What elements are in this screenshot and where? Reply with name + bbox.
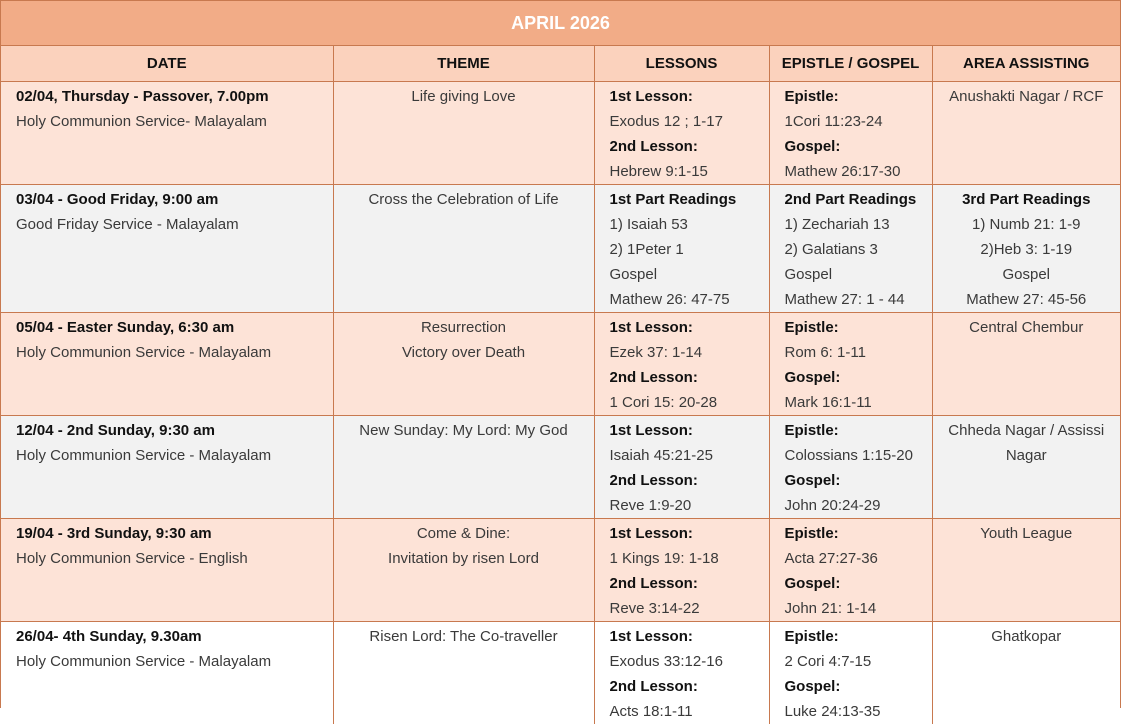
- reading-reference: Central Chembur: [969, 318, 1084, 336]
- theme-cell: [333, 184, 594, 312]
- reading-heading: 1st Part Readings: [609, 190, 737, 208]
- reading-reference: Isaiah 45:21-25: [609, 446, 713, 464]
- reading-heading: 2nd Lesson:: [609, 368, 698, 386]
- lessons-cell: [594, 81, 769, 184]
- service-type: Holy Communion Service - Malayalam: [16, 652, 272, 670]
- service-date: 03/04 - Good Friday, 9:00 am: [16, 190, 219, 208]
- reading-heading: 1st Lesson:: [609, 524, 693, 542]
- month-title: APRIL 2026: [1, 1, 1120, 46]
- reading-reference: 1 Cori 15: 20-28: [609, 393, 718, 411]
- lessons-cell: [594, 518, 769, 621]
- reading-heading: 1st Lesson:: [609, 627, 693, 645]
- theme-cell: [333, 312, 594, 415]
- reading-reference: Hebrew 9:1-15: [609, 162, 708, 180]
- epistle-gospel-cell: [769, 81, 932, 184]
- lessons-cell: [594, 415, 769, 518]
- theme-text: Invitation by risen Lord: [388, 549, 539, 567]
- reading-reference: Colossians 1:15-20: [784, 446, 913, 464]
- theme-text: Resurrection: [420, 318, 507, 336]
- reading-reference: Chheda Nagar / Assissi Nagar: [948, 421, 1105, 464]
- reading-reference: Mathew 27: 45-56: [966, 290, 1087, 308]
- date-cell: [1, 312, 333, 415]
- reading-heading: 3rd Part Readings: [962, 190, 1091, 208]
- reading-heading: Epistle:: [784, 87, 839, 105]
- reading-heading: Gospel:: [784, 677, 841, 695]
- header-lessons: LESSONS: [594, 46, 769, 81]
- service-date: 02/04, Thursday - Passover, 7.00pm: [16, 87, 269, 105]
- area-assisting-cell: [932, 518, 1120, 621]
- reading-heading: Epistle:: [784, 421, 839, 439]
- reading-reference: John 20:24-29: [784, 496, 881, 514]
- service-date: 19/04 - 3rd Sunday, 9:30 am: [16, 524, 212, 542]
- reading-heading: Gospel:: [784, 471, 841, 489]
- reading-heading: 1st Lesson:: [609, 87, 693, 105]
- table-row: [1, 621, 1120, 724]
- theme-text: Life giving Love: [411, 87, 516, 105]
- theme-text: Come & Dine:: [416, 524, 511, 542]
- reading-reference: Acts 18:1-11: [609, 702, 693, 720]
- reading-reference: Mathew 27: 1 - 44: [784, 290, 905, 308]
- date-cell: [1, 621, 333, 724]
- reading-reference: 1 Kings 19: 1-18: [609, 549, 719, 567]
- header-area-assisting: AREA ASSISTING: [932, 46, 1120, 81]
- table-row: [1, 312, 1120, 415]
- service-type: Holy Communion Service - Malayalam: [16, 343, 272, 361]
- service-type: Holy Communion Service- Malayalam: [16, 112, 267, 130]
- theme-cell: [333, 518, 594, 621]
- schedule-table: [1, 46, 1120, 724]
- lessons-cell: [594, 621, 769, 724]
- reading-reference: 2) Galatians 3: [784, 240, 878, 258]
- service-date: 05/04 - Easter Sunday, 6:30 am: [16, 318, 235, 336]
- reading-reference: Gospel: [609, 265, 658, 283]
- reading-heading: 1st Lesson:: [609, 421, 693, 439]
- header-date: DATE: [1, 46, 333, 81]
- reading-reference: Reve 3:14-22: [609, 599, 700, 617]
- area-assisting-cell: [932, 415, 1120, 518]
- reading-reference: Ezek 37: 1-14: [609, 343, 703, 361]
- epistle-gospel-cell: [769, 184, 932, 312]
- area-assisting-cell: [932, 621, 1120, 724]
- theme-text: Cross the Celebration of Life: [368, 190, 559, 208]
- reading-reference: Youth League: [980, 524, 1073, 542]
- reading-reference: Anushakti Nagar / RCF: [949, 87, 1104, 105]
- epistle-gospel-cell: [769, 518, 932, 621]
- reading-reference: Mark 16:1-11: [784, 393, 872, 411]
- epistle-gospel-cell: [769, 621, 932, 724]
- area-assisting-cell: [932, 312, 1120, 415]
- service-date: 26/04- 4th Sunday, 9.30am: [16, 627, 202, 645]
- reading-reference: 2)Heb 3: 1-19: [980, 240, 1073, 258]
- date-cell: [1, 81, 333, 184]
- date-cell: [1, 184, 333, 312]
- date-cell: [1, 415, 333, 518]
- reading-heading: 2nd Lesson:: [609, 137, 698, 155]
- service-type: Holy Communion Service - English: [16, 549, 248, 567]
- date-cell: [1, 518, 333, 621]
- reading-reference: Gospel: [1002, 265, 1051, 283]
- reading-reference: Mathew 26:17-30: [784, 162, 901, 180]
- reading-reference: Gospel: [784, 265, 833, 283]
- area-assisting-cell: [932, 184, 1120, 312]
- reading-reference: Rom 6: 1-11: [784, 343, 866, 361]
- theme-text: Risen Lord: The Co-traveller: [369, 627, 558, 645]
- reading-heading: Gospel:: [784, 368, 841, 386]
- service-type: Good Friday Service - Malayalam: [16, 215, 239, 233]
- reading-reference: 1) Numb 21: 1-9: [972, 215, 1081, 233]
- header-theme: THEME: [333, 46, 594, 81]
- reading-heading: 2nd Part Readings: [784, 190, 917, 208]
- reading-heading: Epistle:: [784, 627, 839, 645]
- reading-reference: 2) 1Peter 1: [609, 240, 684, 258]
- table-row: [1, 184, 1120, 312]
- table-row: [1, 415, 1120, 518]
- table-row: [1, 518, 1120, 621]
- service-type: Holy Communion Service - Malayalam: [16, 446, 272, 464]
- epistle-gospel-cell: [769, 312, 932, 415]
- reading-reference: 2 Cori 4:7-15: [784, 652, 872, 670]
- reading-heading: 2nd Lesson:: [609, 471, 698, 489]
- theme-cell: [333, 81, 594, 184]
- reading-reference: 1Cori 11:23-24: [784, 112, 883, 130]
- header-epistle-gospel: EPISTLE / GOSPEL: [769, 46, 932, 81]
- reading-heading: 1st Lesson:: [609, 318, 693, 336]
- reading-reference: John 21: 1-14: [784, 599, 877, 617]
- reading-heading: Epistle:: [784, 318, 839, 336]
- reading-heading: Epistle:: [784, 524, 839, 542]
- area-assisting-cell: [932, 81, 1120, 184]
- theme-cell: [333, 415, 594, 518]
- service-date: 12/04 - 2nd Sunday, 9:30 am: [16, 421, 215, 439]
- lessons-cell: [594, 312, 769, 415]
- reading-heading: Gospel:: [784, 574, 841, 592]
- reading-heading: Gospel:: [784, 137, 841, 155]
- reading-reference: Reve 1:9-20: [609, 496, 692, 514]
- header-row: [1, 46, 1120, 81]
- reading-reference: Exodus 33:12-16: [609, 652, 723, 670]
- reading-reference: Luke 24:13-35: [784, 702, 881, 720]
- reading-reference: 1) Isaiah 53: [609, 215, 688, 233]
- theme-text: Victory over Death: [401, 343, 526, 361]
- lessons-cell: [594, 184, 769, 312]
- epistle-gospel-cell: [769, 415, 932, 518]
- reading-reference: Ghatkopar: [991, 627, 1062, 645]
- reading-reference: 1) Zechariah 13: [784, 215, 890, 233]
- reading-reference: Acta 27:27-36: [784, 549, 878, 567]
- table-row: [1, 81, 1120, 184]
- reading-reference: Exodus 12 ; 1-17: [609, 112, 723, 130]
- theme-cell: [333, 621, 594, 724]
- reading-reference: Mathew 26: 47-75: [609, 290, 730, 308]
- reading-heading: 2nd Lesson:: [609, 677, 698, 695]
- reading-heading: 2nd Lesson:: [609, 574, 698, 592]
- theme-text: New Sunday: My Lord: My God: [359, 421, 568, 439]
